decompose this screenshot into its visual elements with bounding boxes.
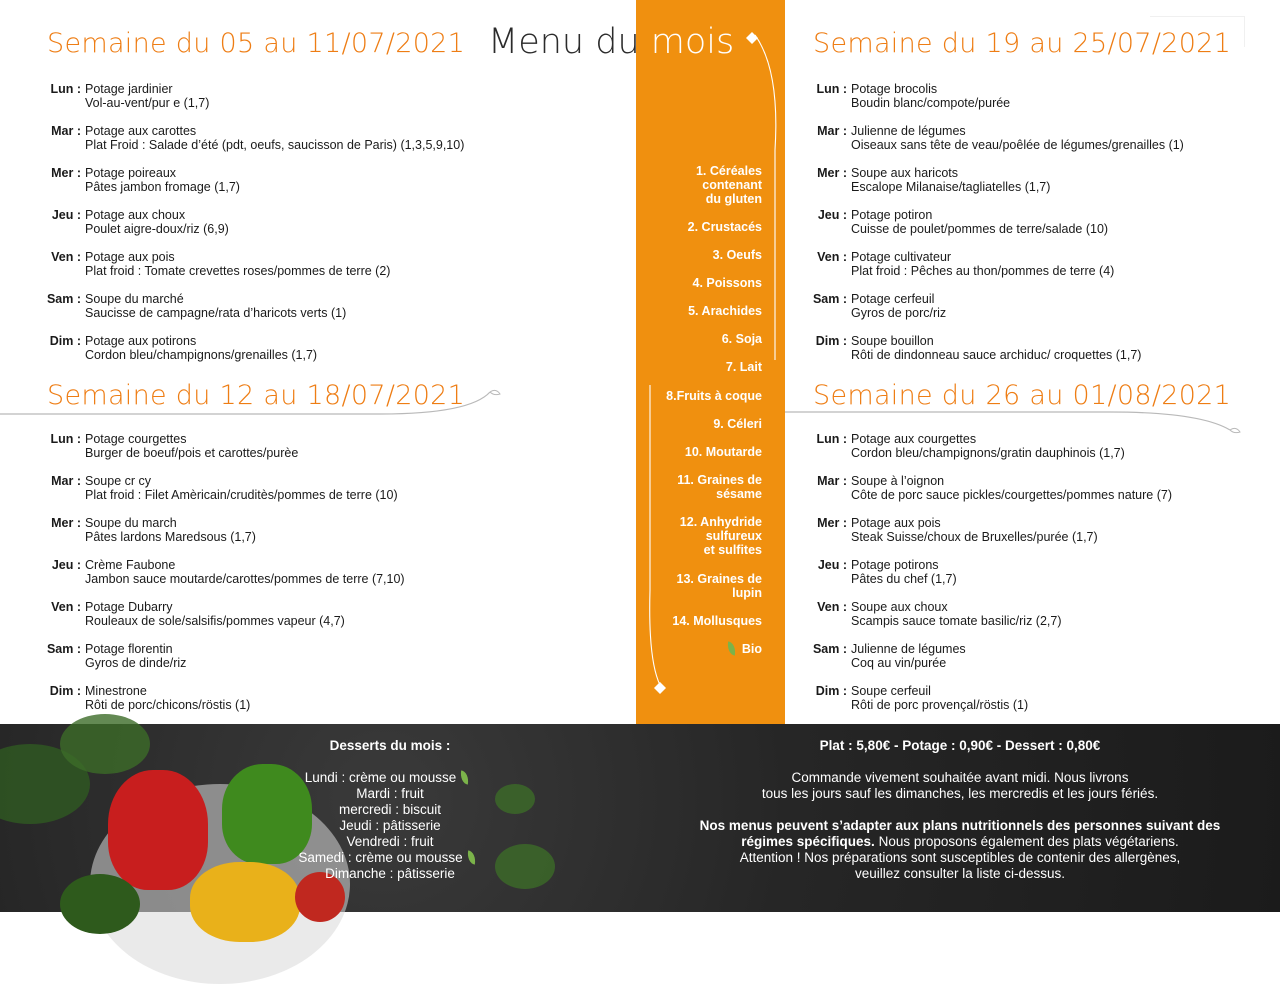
main-dish-text: Burger de boeuf/pois et carottes/purèe (85, 446, 299, 460)
main-dish-text: Plat froid : Tomate crevettes roses/pommes de terre (2) (85, 264, 391, 278)
day-dishes (85, 516, 256, 544)
day-dishes (851, 208, 1108, 236)
soup-text: Potage aux choux (85, 208, 186, 222)
order-line: tous les jours sauf les dimanches, les mercredis et les jours fériés. (761, 786, 1159, 801)
diet-info (660, 818, 1260, 882)
allergen-item: 14. Mollusques (672, 614, 762, 628)
allergen-item: 2. Crustacés (687, 220, 762, 234)
day-row (41, 208, 601, 250)
soup-text: Potage aux carottes (85, 124, 197, 138)
day-row (807, 642, 1267, 684)
day-label: Mer : (51, 166, 81, 180)
day-row (41, 82, 601, 124)
dessert-text: Dimanche : pâtisserie (325, 866, 455, 881)
day-label: Mar : (817, 124, 847, 138)
allergen-warning: veuillez consulter la liste ci-dessus. (854, 866, 1066, 881)
day-label: Lun : (50, 432, 81, 446)
bio-legend (723, 642, 762, 656)
soup-text: Potage brocolis (851, 82, 938, 96)
day-label: Ven : (51, 600, 81, 614)
day-row (41, 516, 601, 558)
dessert-text: Mardi : fruit (356, 786, 424, 801)
day-row (41, 642, 601, 684)
diet-text: Nous proposons également des plats végétariens. (874, 834, 1179, 849)
soup-text: Soupe du march (85, 516, 177, 530)
main-dish-text: Gyros de porc/riz (851, 306, 947, 320)
day-row (807, 124, 1267, 166)
allergen-item: 13. Graines de lupin (676, 572, 762, 600)
week-title: Semaine du 12 au 18/07/2021 (47, 380, 466, 411)
main-dish-text: Plat froid : Pêches au thon/pommes de terre (4) (851, 264, 1115, 278)
main-dish-text: Jambon sauce moutarde/carottes/pommes de terre (7,10) (85, 572, 405, 586)
dessert-item (280, 786, 500, 802)
day-dishes (851, 474, 1172, 502)
day-dishes (85, 208, 229, 236)
day-row (41, 334, 601, 376)
soup-text: Julienne de légumes (851, 124, 966, 138)
allergen-item: 1. Céréales contenant du gluten (695, 164, 762, 206)
main-dish-text: Pâtes jambon fromage (1,7) (85, 180, 240, 194)
allergen-item: 8.Fruits à coque (666, 389, 762, 403)
day-dishes (85, 642, 186, 670)
allergen-item: 3. Oeufs (712, 248, 762, 262)
day-label: Dim : (49, 334, 81, 348)
allergen-item: 7. Lait (725, 360, 762, 374)
main-dish-text: Rôti de porc/chicons/röstis (1) (85, 698, 251, 712)
dessert-text: Vendredi : fruit (346, 834, 434, 849)
day-label: Ven : (817, 600, 847, 614)
soup-text: Potage poireaux (85, 166, 177, 180)
spinach-leaf-image (495, 844, 555, 889)
day-label: Mar : (51, 474, 81, 488)
day-label: Jeu : (51, 208, 81, 222)
day-dishes (851, 292, 946, 320)
day-dishes (85, 334, 317, 362)
soup-text: Potage Dubarry (85, 600, 173, 614)
day-row (807, 558, 1267, 600)
day-dishes (85, 558, 405, 586)
day-dishes (851, 250, 1114, 278)
leaf-icon (466, 850, 477, 864)
main-dish-text: Pâtes lardons Maredsous (1,7) (85, 530, 256, 544)
soup-text: Potage potirons (851, 558, 939, 572)
soup-text: Potage florentin (85, 642, 173, 656)
main-dish-text: Rôti de porc provençal/röstis (1) (851, 698, 1029, 712)
day-dishes (85, 600, 345, 628)
soup-text: Soupe aux choux (851, 600, 948, 614)
soup-text: Potage cultivateur (851, 250, 952, 264)
main-dish-text: Coq au vin/purée (851, 656, 947, 670)
day-dishes (85, 684, 250, 712)
day-dishes (851, 684, 1028, 712)
day-label: Dim : (815, 334, 847, 348)
day-dishes (85, 82, 209, 110)
day-dishes (851, 642, 966, 670)
day-label: Sam : (812, 292, 847, 306)
soup-text: Soupe du marché (85, 292, 184, 306)
dessert-text: mercredi : biscuit (338, 802, 442, 817)
day-row (807, 474, 1267, 516)
dessert-item (280, 818, 500, 834)
day-dishes (851, 166, 1050, 194)
dessert-item (280, 866, 500, 882)
main-dish-text: Poulet aigre-doux/riz (6,9) (85, 222, 229, 236)
soup-text: Soupe bouillon (851, 334, 934, 348)
day-label: Sam : (812, 642, 847, 656)
soup-text: Soupe cr cy (85, 474, 152, 488)
spinach-leaf-image (60, 714, 150, 774)
main-dish-text: Plat froid : Filet Amèricain/cruditès/pommes de terre (10) (85, 488, 398, 502)
main-dish-text: Cuisse de poulet/pommes de terre/salade (10) (851, 222, 1109, 236)
spinach-leaf-image (495, 784, 535, 814)
soup-text: Julienne de légumes (851, 642, 966, 656)
desserts-section (280, 738, 500, 882)
price-line: Plat : 5,80€ - Potage : 0,90€ - Dessert : 0,80€ (819, 738, 1101, 753)
main-dish-text: Cordon bleu/champignons/gratin dauphinois (1,7) (851, 446, 1125, 460)
main-dish-text: Steak Suisse/choux de Bruxelles/purée (1,7) (851, 530, 1098, 544)
day-row (41, 474, 601, 516)
main-dish-text: Pâtes du chef (1,7) (851, 572, 957, 586)
day-label: Mar : (817, 474, 847, 488)
day-dishes (851, 516, 1098, 544)
allergen-warning: Attention ! Nos préparations sont susceptibles de contenir des allergènes, (739, 850, 1181, 865)
day-dishes (85, 124, 464, 152)
dessert-text: Lundi : crème ou mousse (304, 770, 457, 785)
main-dish-text: Escalope Milanaise/tagliatelles (1,7) (851, 180, 1051, 194)
day-dishes (85, 292, 346, 320)
soup-text: Potage courgettes (85, 432, 187, 446)
main-dish-text: Vol-au-vent/pur e (1,7) (85, 96, 210, 110)
soup-text: Soupe à l’oignon (851, 474, 945, 488)
week-menu (807, 432, 1267, 726)
dessert-item (280, 802, 500, 818)
day-row (807, 166, 1267, 208)
day-dishes (851, 334, 1141, 362)
order-line: Commande vivement souhaitée avant midi. Nous livrons (791, 770, 1129, 785)
day-label: Dim : (49, 684, 81, 698)
main-dish-text: Boudin blanc/compote/purée (851, 96, 1011, 110)
broccoli-image (60, 874, 140, 934)
main-dish-text: Plat Froid : Salade d’été (pdt, oeufs, saucisson de Paris) (1,3,5,9,10) (85, 138, 465, 152)
leaf-icon (726, 641, 737, 655)
day-row (807, 292, 1267, 334)
main-dish-text: Gyros de dinde/riz (85, 656, 187, 670)
soup-text: Potage aux courgettes (851, 432, 977, 446)
soup-text: Potage aux potirons (85, 334, 197, 348)
info-section (660, 738, 1260, 882)
dessert-item (280, 850, 500, 866)
day-dishes (851, 124, 1184, 152)
main-dish-text: Rôti de dindonneau sauce archiduc/ croquettes (1,7) (851, 348, 1142, 362)
dessert-text: Jeudi : pâtisserie (339, 818, 441, 833)
week-title: Semaine du 26 au 01/08/2021 (813, 380, 1232, 411)
day-label: Mar : (51, 124, 81, 138)
day-label: Jeu : (817, 208, 847, 222)
day-label: Mer : (51, 516, 81, 530)
soup-text: Potage cerfeuil (851, 292, 935, 306)
day-row (41, 166, 601, 208)
page-title: Menu du mois (488, 22, 735, 62)
day-label: Jeu : (51, 558, 81, 572)
soup-text: Soupe cerfeuil (851, 684, 931, 698)
soup-text: Potage potiron (851, 208, 933, 222)
soup-text: Crème Faubone (85, 558, 176, 572)
day-row (807, 82, 1267, 124)
day-label: Lun : (50, 82, 81, 96)
allergen-item: 4. Poissons (692, 276, 762, 290)
allergen-item: 9. Céleri (713, 417, 762, 431)
day-label: Jeu : (817, 558, 847, 572)
day-row (807, 684, 1267, 726)
desserts-title: Desserts du mois : (329, 738, 451, 753)
day-row (807, 250, 1267, 292)
leaf-icon (459, 770, 470, 784)
main-dish-text: Saucisse de campagne/rata d’haricots verts (1) (85, 306, 347, 320)
week-title: Semaine du 19 au 25/07/2021 (813, 28, 1232, 59)
day-label: Lun : (816, 432, 847, 446)
day-label: Sam : (46, 642, 81, 656)
main-dish-text: Côte de porc sauce pickles/courgettes/pommes nature (7) (851, 488, 1172, 502)
day-row (807, 600, 1267, 642)
dessert-list (280, 770, 500, 882)
week-title: Semaine du 05 au 11/07/2021 (47, 28, 466, 59)
allergen-item: 11. Graines de sésame (677, 473, 762, 501)
dessert-item (280, 834, 500, 850)
day-label: Lun : (816, 82, 847, 96)
diet-bold-text: Nos menus peuvent s’adapter aux plans nutritionnels des personnes suivant des régimes spécifiques. (699, 818, 1221, 849)
day-dishes (85, 432, 298, 460)
day-dishes (851, 600, 1062, 628)
day-label: Ven : (817, 250, 847, 264)
soup-text: Potage aux pois (85, 250, 175, 264)
day-row (41, 292, 601, 334)
day-dishes (851, 82, 1010, 110)
day-label: Dim : (815, 684, 847, 698)
soup-text: Potage jardinier (85, 82, 173, 96)
day-row (41, 124, 601, 166)
day-row (41, 600, 601, 642)
day-row (807, 516, 1267, 558)
allergen-item: 12. Anhydride sulfureux et sulfites (679, 515, 762, 557)
day-dishes (851, 432, 1125, 460)
main-dish-text: Cordon bleu/champignons/grenailles (1,7) (85, 348, 318, 362)
allergen-item: 10. Moutarde (684, 445, 762, 459)
day-row (807, 334, 1267, 376)
day-label: Sam : (46, 292, 81, 306)
day-row (41, 250, 601, 292)
soup-text: Minestrone (85, 684, 147, 698)
order-info (660, 770, 1260, 802)
main-dish-text: Rouleaux de sole/salsifis/pommes vapeur (4,7) (85, 614, 345, 628)
allergen-item: 6. Soja (721, 332, 762, 346)
week-menu (41, 432, 601, 726)
week-menu (41, 82, 601, 376)
dessert-item (280, 770, 500, 786)
allergen-item: 5. Arachides (688, 304, 762, 318)
bio-label: Bio (741, 642, 762, 656)
soup-text: Soupe aux haricots (851, 166, 959, 180)
day-dishes (85, 474, 398, 502)
day-dishes (85, 250, 390, 278)
day-row (807, 208, 1267, 250)
day-row (807, 432, 1267, 474)
day-row (41, 558, 601, 600)
main-dish-text: Oiseaux sans tête de veau/poêlée de légumes/grenailles (1) (851, 138, 1184, 152)
day-label: Mer : (817, 516, 847, 530)
day-label: Mer : (817, 166, 847, 180)
soup-text: Potage aux pois (851, 516, 941, 530)
day-dishes (85, 166, 240, 194)
dessert-text: Samedi : crème ou mousse (298, 850, 463, 865)
week-menu (807, 82, 1267, 376)
red-pepper-image (108, 770, 208, 890)
day-row (41, 432, 601, 474)
day-label: Ven : (51, 250, 81, 264)
day-dishes (851, 558, 957, 586)
main-dish-text: Scampis sauce tomate basilic/riz (2,7) (851, 614, 1062, 628)
